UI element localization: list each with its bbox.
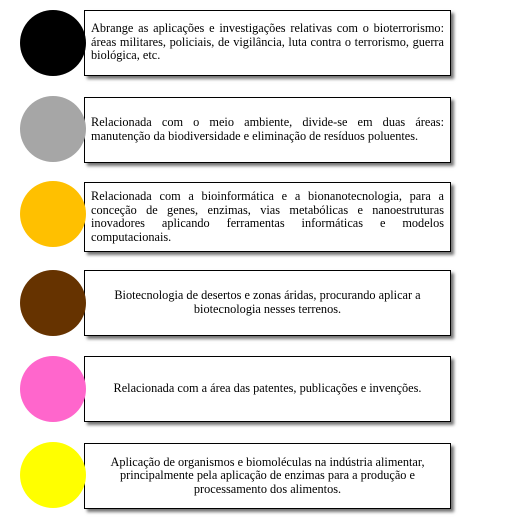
color-circle-yellow [20, 442, 86, 508]
color-circle-brown [20, 270, 86, 336]
text-box-orange [84, 182, 451, 252]
description-text-pink: Relacionada com a área das patentes, publicações e invenções. [113, 381, 422, 396]
description-text-black: Abrange as aplicações e investigações relativas com o bioterrorismo: áreas militares, policiais, de vigilância, luta contra o terrorismo, guerra biológica, etc. [91, 21, 444, 63]
description-text-yellow: Aplicação de organismos e biomoléculas na indústria alimentar, principalmente pela aplicação de enzimas para a produção e processamento dos alimentos. [110, 454, 425, 496]
color-circle-orange [20, 181, 86, 247]
color-circle-gray [20, 96, 86, 162]
text-box-black [84, 10, 451, 76]
description-text-orange: Relacionada com a bioinformática e a bionanotecnologia, para a conceção de genes, enzimas, vias metabólicas e nanoestruturas inovadores aplicando ferramentas informáticas e modelos computacionais. [91, 189, 444, 244]
color-circle-pink [20, 356, 86, 422]
text-box-brown [84, 270, 451, 336]
text-box-gray [84, 97, 451, 163]
text-box-pink [84, 356, 451, 422]
description-text-gray: Relacionada com o meio ambiente, divide-se em duas áreas: manutenção da biodiversidade e eliminação de resíduos poluentes. [91, 115, 444, 143]
description-text-brown: Biotecnologia de desertos e zonas áridas, procurando aplicar a biotecnologia nesses terrenos. [114, 288, 421, 316]
color-circle-black [20, 10, 86, 76]
text-box-yellow [84, 443, 451, 509]
